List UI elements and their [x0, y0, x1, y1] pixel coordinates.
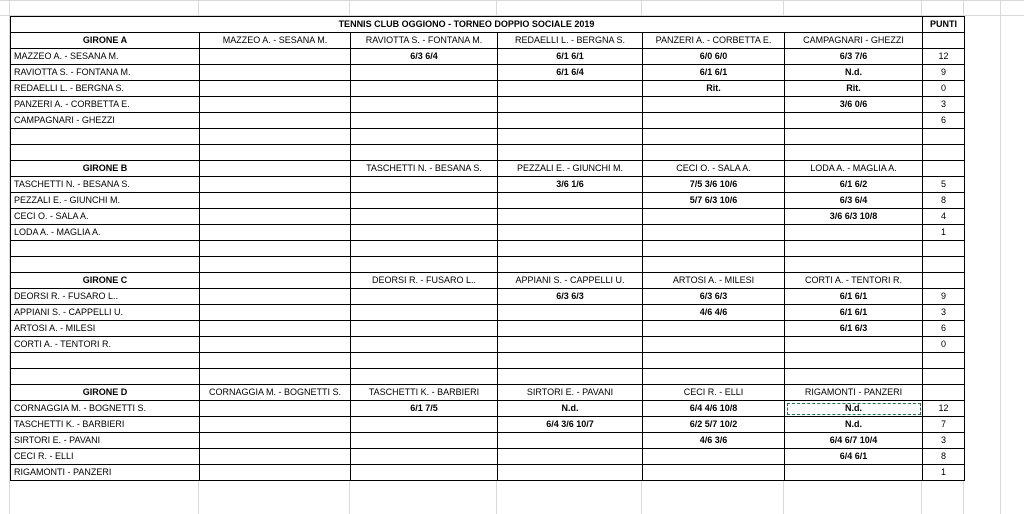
score-cell[interactable] [200, 193, 351, 209]
points-cell[interactable]: 4 [923, 209, 965, 225]
points-cell[interactable]: 0 [923, 337, 965, 353]
group-header-row [11, 385, 965, 401]
score-cell[interactable] [200, 289, 351, 305]
score-cell[interactable] [498, 113, 643, 129]
score-cell[interactable] [785, 225, 923, 241]
empty-cell[interactable] [11, 257, 200, 273]
points-cell[interactable] [923, 33, 965, 49]
score-cell[interactable] [785, 337, 923, 353]
score-cell[interactable] [643, 337, 785, 353]
column-header[interactable]: SIRTORI E. - PAVANI [498, 385, 643, 401]
score-cell[interactable] [498, 305, 643, 321]
empty-cell[interactable] [351, 257, 498, 273]
team-name-cell[interactable]: TASCHETTI N. - BESANA S. [11, 177, 200, 193]
score-cell[interactable] [351, 289, 498, 305]
score-cell[interactable]: 4/6 4/6 [643, 305, 785, 321]
score-cell[interactable]: 6/1 6/4 [498, 65, 643, 81]
empty-cell[interactable] [11, 369, 200, 385]
team-name-cell[interactable]: PEZZALI E. - GIUNCHI M. [11, 193, 200, 209]
score-cell[interactable] [498, 465, 643, 481]
score-cell[interactable]: 6/3 7/6 [785, 49, 923, 65]
points-cell[interactable]: 3 [923, 305, 965, 321]
column-header[interactable]: MAZZEO A. - SESANA M. [200, 33, 351, 49]
team-name-cell[interactable]: MAZZEO A. - SESANA M. [11, 49, 200, 65]
column-header[interactable]: TASCHETTI K. - BARBIERI [351, 385, 498, 401]
column-header[interactable]: CECI R. - ELLI [643, 385, 785, 401]
score-cell[interactable] [351, 225, 498, 241]
points-cell[interactable]: 12 [923, 401, 965, 417]
empty-cell[interactable] [200, 369, 351, 385]
empty-cell[interactable] [785, 369, 923, 385]
empty-cell[interactable] [200, 257, 351, 273]
team-name-cell[interactable]: REDAELLI L. - BERGNA S. [11, 81, 200, 97]
score-cell[interactable]: N.d. [785, 65, 923, 81]
score-cell[interactable]: Rit. [785, 81, 923, 97]
score-cell[interactable] [200, 177, 351, 193]
empty-cell[interactable] [351, 129, 498, 145]
empty-cell[interactable] [11, 241, 200, 257]
points-cell[interactable]: 9 [923, 65, 965, 81]
points-cell[interactable]: 8 [923, 449, 965, 465]
score-cell[interactable] [498, 225, 643, 241]
score-cell[interactable] [200, 449, 351, 465]
empty-cell[interactable] [643, 353, 785, 369]
column-header[interactable]: TASCHETTI N. - BESANA S. [351, 161, 498, 177]
empty-cell[interactable] [351, 353, 498, 369]
score-cell[interactable]: 6/1 6/1 [785, 305, 923, 321]
score-cell[interactable]: 6/0 6/0 [643, 49, 785, 65]
column-header[interactable]: CORTI A. - TENTORI R. [785, 273, 923, 289]
page-title[interactable]: TENNIS CLUB OGGIONO - TORNEO DOPPIO SOCIALE 2019 [11, 17, 923, 33]
blank-row [11, 145, 965, 161]
column-header[interactable]: LODA A. - MAGLIA A. [785, 161, 923, 177]
empty-cell[interactable] [200, 129, 351, 145]
score-cell[interactable]: 6/3 6/4 [785, 193, 923, 209]
empty-cell[interactable] [498, 353, 643, 369]
empty-cell[interactable] [643, 145, 785, 161]
group-header-row [11, 33, 965, 49]
team-name-cell[interactable]: CECI R. - ELLI [11, 449, 200, 465]
points-cell[interactable]: 0 [923, 81, 965, 97]
score-cell[interactable] [643, 321, 785, 337]
score-cell[interactable]: 6/1 6/2 [785, 177, 923, 193]
score-cell[interactable]: 5/7 6/3 10/6 [643, 193, 785, 209]
score-cell[interactable] [498, 193, 643, 209]
table-row [11, 49, 965, 65]
table-row [11, 449, 965, 465]
empty-cell[interactable] [923, 369, 965, 385]
empty-cell[interactable] [643, 369, 785, 385]
empty-cell[interactable] [923, 241, 965, 257]
score-cell[interactable] [351, 337, 498, 353]
score-cell[interactable] [200, 401, 351, 417]
empty-cell[interactable] [498, 257, 643, 273]
table-row [11, 321, 965, 337]
score-cell[interactable]: 6/1 6/3 [785, 321, 923, 337]
score-cell[interactable]: N.d. [785, 401, 923, 417]
score-cell[interactable] [498, 209, 643, 225]
table-row [11, 193, 965, 209]
score-cell[interactable]: 6/4 4/6 10/8 [643, 401, 785, 417]
score-cell[interactable]: 6/3 6/3 [498, 289, 643, 305]
score-cell[interactable]: 6/1 6/1 [498, 49, 643, 65]
group-header-row [11, 161, 965, 177]
table-row [11, 209, 965, 225]
score-cell[interactable] [200, 417, 351, 433]
points-cell[interactable]: 12 [923, 49, 965, 65]
title-row [11, 17, 965, 33]
score-cell[interactable] [200, 209, 351, 225]
score-cell[interactable]: Rit. [643, 81, 785, 97]
team-name-cell[interactable]: CORTI A. - TENTORI R. [11, 337, 200, 353]
blank-row [11, 257, 965, 273]
score-cell[interactable]: 6/3 6/4 [351, 49, 498, 65]
empty-cell[interactable] [11, 129, 200, 145]
score-cell[interactable]: 6/4 6/7 10/4 [785, 433, 923, 449]
score-cell[interactable] [200, 113, 351, 129]
empty-cell[interactable] [498, 145, 643, 161]
team-name-cell[interactable]: CAMPAGNARI - GHEZZI [11, 113, 200, 129]
score-cell[interactable]: 6/1 6/1 [785, 289, 923, 305]
score-cell[interactable] [351, 449, 498, 465]
column-header[interactable]: CORNAGGIA M. - BOGNETTI S. [200, 385, 351, 401]
score-cell[interactable] [351, 465, 498, 481]
score-cell[interactable]: 3/6 6/3 10/8 [785, 209, 923, 225]
empty-cell[interactable] [785, 129, 923, 145]
table-row [11, 417, 965, 433]
empty-cell[interactable] [785, 145, 923, 161]
blank-row [11, 353, 965, 369]
gridline [0, 0, 1024, 1]
column-header[interactable] [200, 161, 351, 177]
points-cell[interactable]: 1 [923, 465, 965, 481]
points-cell[interactable]: 8 [923, 193, 965, 209]
empty-cell[interactable] [351, 241, 498, 257]
points-cell[interactable]: 6 [923, 321, 965, 337]
points-cell[interactable]: 5 [923, 177, 965, 193]
table-row [11, 305, 965, 321]
score-cell[interactable] [200, 49, 351, 65]
score-cell[interactable] [200, 81, 351, 97]
score-cell[interactable] [498, 433, 643, 449]
points-cell[interactable]: 7 [923, 417, 965, 433]
points-cell[interactable]: 3 [923, 433, 965, 449]
empty-cell[interactable] [923, 257, 965, 273]
score-cell[interactable] [643, 449, 785, 465]
column-header[interactable]: PANZERI A. - CORBETTA E. [643, 33, 785, 49]
score-cell[interactable]: 6/4 3/6 10/7 [498, 417, 643, 433]
score-cell[interactable]: 3/6 0/6 [785, 97, 923, 113]
score-cell[interactable]: 6/1 6/1 [643, 65, 785, 81]
score-cell[interactable] [200, 305, 351, 321]
score-cell[interactable] [200, 433, 351, 449]
empty-cell[interactable] [11, 353, 200, 369]
empty-cell[interactable] [200, 353, 351, 369]
group-name[interactable]: GIRONE D [11, 385, 200, 401]
team-name-cell[interactable]: APPIANI S. - CAPPELLI U. [11, 305, 200, 321]
score-cell[interactable] [200, 321, 351, 337]
score-cell[interactable] [351, 97, 498, 113]
group-header-row [11, 273, 965, 289]
empty-cell[interactable] [643, 257, 785, 273]
score-cell[interactable] [351, 305, 498, 321]
score-cell[interactable] [643, 209, 785, 225]
team-name-cell[interactable]: PANZERI A. - CORBETTA E. [11, 97, 200, 113]
score-cell[interactable] [351, 193, 498, 209]
score-cell[interactable] [351, 177, 498, 193]
column-header[interactable]: RAVIOTTA S. - FONTANA M. [351, 33, 498, 49]
score-cell[interactable]: 6/4 6/1 [785, 449, 923, 465]
score-cell[interactable] [200, 225, 351, 241]
score-cell[interactable]: N.d. [785, 417, 923, 433]
points-cell[interactable]: 6 [923, 113, 965, 129]
team-name-cell[interactable]: ARTOSI A. - MILESI [11, 321, 200, 337]
score-cell[interactable] [351, 113, 498, 129]
points-cell[interactable]: 1 [923, 225, 965, 241]
table-row [11, 401, 965, 417]
team-name-cell[interactable]: CECI O. - SALA A. [11, 209, 200, 225]
score-cell[interactable] [200, 97, 351, 113]
score-cell[interactable]: 7/5 3/6 10/6 [643, 177, 785, 193]
empty-cell[interactable] [923, 353, 965, 369]
score-cell[interactable] [200, 337, 351, 353]
points-cell[interactable] [923, 161, 965, 177]
score-cell[interactable] [498, 321, 643, 337]
score-cell[interactable] [785, 113, 923, 129]
column-header[interactable]: CECI O. - SALA A. [643, 161, 785, 177]
group-name[interactable]: GIRONE A [11, 33, 200, 49]
punti-header[interactable]: PUNTI [923, 17, 965, 33]
team-name-cell[interactable]: LODA A. - MAGLIA A. [11, 225, 200, 241]
table-row [11, 289, 965, 305]
score-cell[interactable] [351, 81, 498, 97]
empty-cell[interactable] [785, 241, 923, 257]
blank-row [11, 369, 965, 385]
score-cell[interactable] [643, 225, 785, 241]
team-name-cell[interactable]: CORNAGGIA M. - BOGNETTI S. [11, 401, 200, 417]
score-cell[interactable]: 6/2 5/7 10/2 [643, 417, 785, 433]
table-row [11, 97, 965, 113]
column-header[interactable]: APPIANI S. - CAPPELLI U. [498, 273, 643, 289]
score-cell[interactable] [351, 209, 498, 225]
score-cell[interactable]: 3/6 1/6 [498, 177, 643, 193]
empty-cell[interactable] [498, 369, 643, 385]
column-header[interactable] [200, 273, 351, 289]
team-name-cell[interactable]: SIRTORI E. - PAVANI [11, 433, 200, 449]
empty-cell[interactable] [643, 129, 785, 145]
empty-cell[interactable] [785, 353, 923, 369]
table-row [11, 177, 965, 193]
score-cell[interactable] [200, 65, 351, 81]
column-header[interactable]: RIGAMONTI - PANZERI [785, 385, 923, 401]
score-cell[interactable] [498, 81, 643, 97]
empty-cell[interactable] [11, 145, 200, 161]
score-cell[interactable] [498, 97, 643, 113]
team-name-cell[interactable]: TASCHETTI K. - BARBIERI [11, 417, 200, 433]
empty-cell[interactable] [498, 129, 643, 145]
team-name-cell[interactable]: DEORSI R. - FUSARO L.. [11, 289, 200, 305]
empty-cell[interactable] [785, 257, 923, 273]
score-cell[interactable]: N.d. [498, 401, 643, 417]
empty-cell[interactable] [923, 129, 965, 145]
points-cell[interactable] [923, 273, 965, 289]
gridline [1000, 0, 1001, 514]
empty-cell[interactable] [351, 369, 498, 385]
score-cell[interactable]: 6/1 7/5 [351, 401, 498, 417]
group-name[interactable]: GIRONE C [11, 273, 200, 289]
empty-cell[interactable] [498, 241, 643, 257]
table-row [11, 465, 965, 481]
blank-row [11, 129, 965, 145]
team-name-cell[interactable]: RAVIOTTA S. - FONTANA M. [11, 65, 200, 81]
score-cell[interactable] [643, 465, 785, 481]
tournament-table [10, 16, 965, 481]
table-row [11, 433, 965, 449]
empty-cell[interactable] [643, 241, 785, 257]
column-header[interactable]: ARTOSI A. - MILESI [643, 273, 785, 289]
points-cell[interactable] [923, 385, 965, 401]
group-name[interactable]: GIRONE B [11, 161, 200, 177]
column-header[interactable]: PEZZALI E. - GIUNCHI M. [498, 161, 643, 177]
score-cell[interactable] [498, 337, 643, 353]
points-cell[interactable]: 3 [923, 97, 965, 113]
table-row [11, 65, 965, 81]
table-row [11, 113, 965, 129]
points-cell[interactable]: 9 [923, 289, 965, 305]
table-row [11, 337, 965, 353]
team-name-cell[interactable]: RIGAMONTI - PANZERI [11, 465, 200, 481]
column-header[interactable]: CAMPAGNARI - GHEZZI [785, 33, 923, 49]
score-cell[interactable] [351, 417, 498, 433]
score-cell[interactable] [351, 433, 498, 449]
empty-cell[interactable] [200, 145, 351, 161]
column-header[interactable]: REDAELLI L. - BERGNA S. [498, 33, 643, 49]
empty-cell[interactable] [200, 241, 351, 257]
score-cell[interactable] [351, 321, 498, 337]
score-cell[interactable] [498, 449, 643, 465]
score-cell[interactable] [643, 97, 785, 113]
table-row [11, 225, 965, 241]
empty-cell[interactable] [351, 145, 498, 161]
score-cell[interactable]: 6/3 6/3 [643, 289, 785, 305]
score-cell[interactable] [351, 65, 498, 81]
score-cell[interactable] [643, 113, 785, 129]
blank-row [11, 241, 965, 257]
table-row [11, 81, 965, 97]
score-cell[interactable]: 4/6 3/6 [643, 433, 785, 449]
column-header[interactable]: DEORSI R. - FUSARO L.. [351, 273, 498, 289]
score-cell[interactable] [200, 465, 351, 481]
score-cell[interactable] [785, 465, 923, 481]
empty-cell[interactable] [923, 145, 965, 161]
